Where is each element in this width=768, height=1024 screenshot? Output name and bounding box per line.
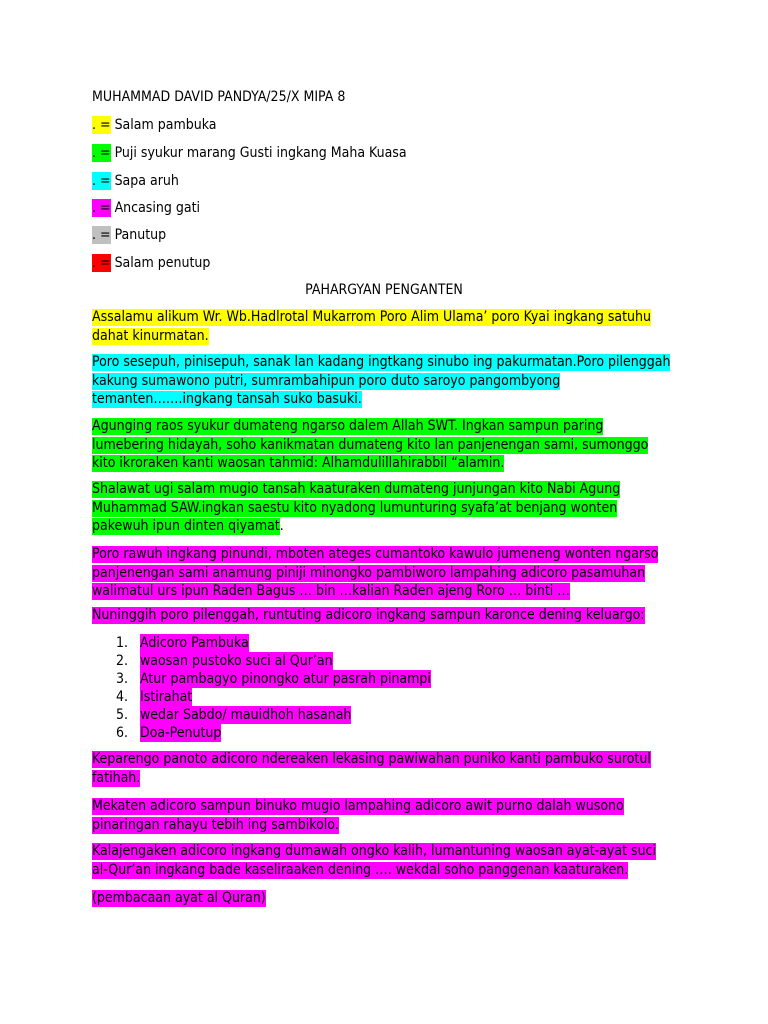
highlighted-text: Keparengo panoto adicoro ndereaken lekasing pawiwahan puniko kanti pambuko surotul fatihah. [92,751,651,786]
legend-label: Salam pambuka [114,117,217,133]
legend-key-yellow: . = [92,117,111,133]
legend-item-sapa-aruh [92,172,179,190]
list-number: 4. [116,689,129,705]
list-text: Atur pambagyo pinongko atur pasrah pinampi [140,671,431,687]
legend-item-puji-syukur [92,144,407,162]
document-title: PAHARGYAN PENGANTEN [305,282,463,298]
paragraph-ancasing-gati [92,545,672,601]
paragraph-pembacaan [92,889,672,908]
paragraph-puji-syukur [92,417,672,473]
highlighted-text: Nuninggih poro pilenggah, runtuting adicoro ingkang sampun karonce dening keluargo: [92,607,645,623]
legend-label: Salam penutup [114,255,211,271]
list-item [92,634,672,652]
highlighted-text: Shalawat ugi salam mugio tansah kaaturaken dumateng junjungan kito Nabi Agung Muhammad SAW.ingkan saestu kito nyadong lumunturing syafa’at benjang wonten pakewuh ipun dinten qiyamat [92,481,621,534]
highlighted-text: Mekaten adicoro sampun binuko mugio lampahing adicoro awit purno dalah wusono pinaringan rahayu tebih ing sambikolo. [92,798,624,833]
highlighted-text: Assalamu alikum Wr. Wb.Hadlrotal Mukarrom Poro Alim Ulama’ poro Kyai ingkang satuhu dahat kinurmatan. [92,309,651,344]
paragraph-fatihah [92,750,672,787]
list-item [92,670,672,688]
paragraph-kalajengaken [92,842,672,879]
list-number: 6. [116,725,129,741]
legend-item-panutup [92,226,166,244]
paragraph-sapa-aruh [92,353,672,409]
legend-label: Panutup [114,227,167,243]
list-text: Adicoro Pambuka [140,635,249,651]
list-text: waosan pustoko suci al Qur’an [140,653,333,669]
highlighted-text: Kalajengaken adicoro ingkang dumawah ongko kalih, lumantuning waosan ayat-ayat suci al-Qur’an ingkang bade kaseliraaken dening …. wekdal soho panggenan kaaturaken. [92,843,656,878]
list-text: wedar Sabdo/ mauidhoh hasanah [140,707,352,723]
highlighted-text: Agunging raos syukur dumateng ngarso dalem Allah SWT. Ingkan sampun paring lumebering hidayah, soho kanikmatan dumateng kito lan panjenengan sami, sumonggo kito ikroraken kanti waosan tahmid: Alhamdulillahirabbil “alamin. [92,418,649,471]
list-number: 2. [116,653,129,669]
agenda-list [92,634,672,742]
paragraph-runtuting-adicoro [92,606,672,625]
legend-label: Sapa aruh [114,173,179,189]
list-item [92,724,672,742]
list-text: Doa-Penutup [140,725,222,741]
legend-item-ancasing-gati [92,199,200,217]
paragraph-shalawat [92,480,672,536]
list-item [92,652,672,670]
list-number: 3. [116,671,129,687]
legend-key-green: . = [92,145,111,161]
legend-key-cyan: . = [92,173,111,189]
list-item [92,706,672,724]
paragraph-salam-pambuka [92,308,672,345]
paragraph-mekaten [92,797,672,834]
list-item [92,688,672,706]
legend-item-salam-penutup [92,254,210,272]
list-text: Istirahat [140,689,193,705]
legend-item-salam-pambuka [92,116,217,134]
legend-label: Puji syukur marang Gusti ingkang Maha Kuasa [114,145,407,161]
highlighted-text: Poro rawuh ingkang pinundi, mboten ateges cumantoko kawulo jumeneng wonten ngarso panjenengan sami anamung piniji minongko pambiworo lampahing adicoro pasamuhan walimatul urs ipun Raden Bagus … bin …kalian Raden ajeng Roro … binti … [92,546,659,599]
highlighted-text: Poro sesepuh, pinisepuh, sanak lan kadang ingtkang sinubo ing pakurmatan.Poro pilenggah kakung sumawono putri, sumrambahipun poro duto saroyo pangombyong temanten…….ingkang tansah suko basuki. [92,354,671,407]
legend-label: Ancasing gati [114,200,200,216]
highlighted-text: (pembacaan ayat al Quran) [92,890,266,906]
paragraph-tail: . [279,518,284,534]
list-number: 1. [116,635,129,651]
list-number: 5. [116,707,129,723]
student-header: MUHAMMAD DAVID PANDYA/25/X MIPA 8 [92,89,346,105]
legend-key-gray: . = [92,227,111,243]
legend-key-magenta: . = [92,200,111,216]
legend-key-red: . = [92,255,111,271]
